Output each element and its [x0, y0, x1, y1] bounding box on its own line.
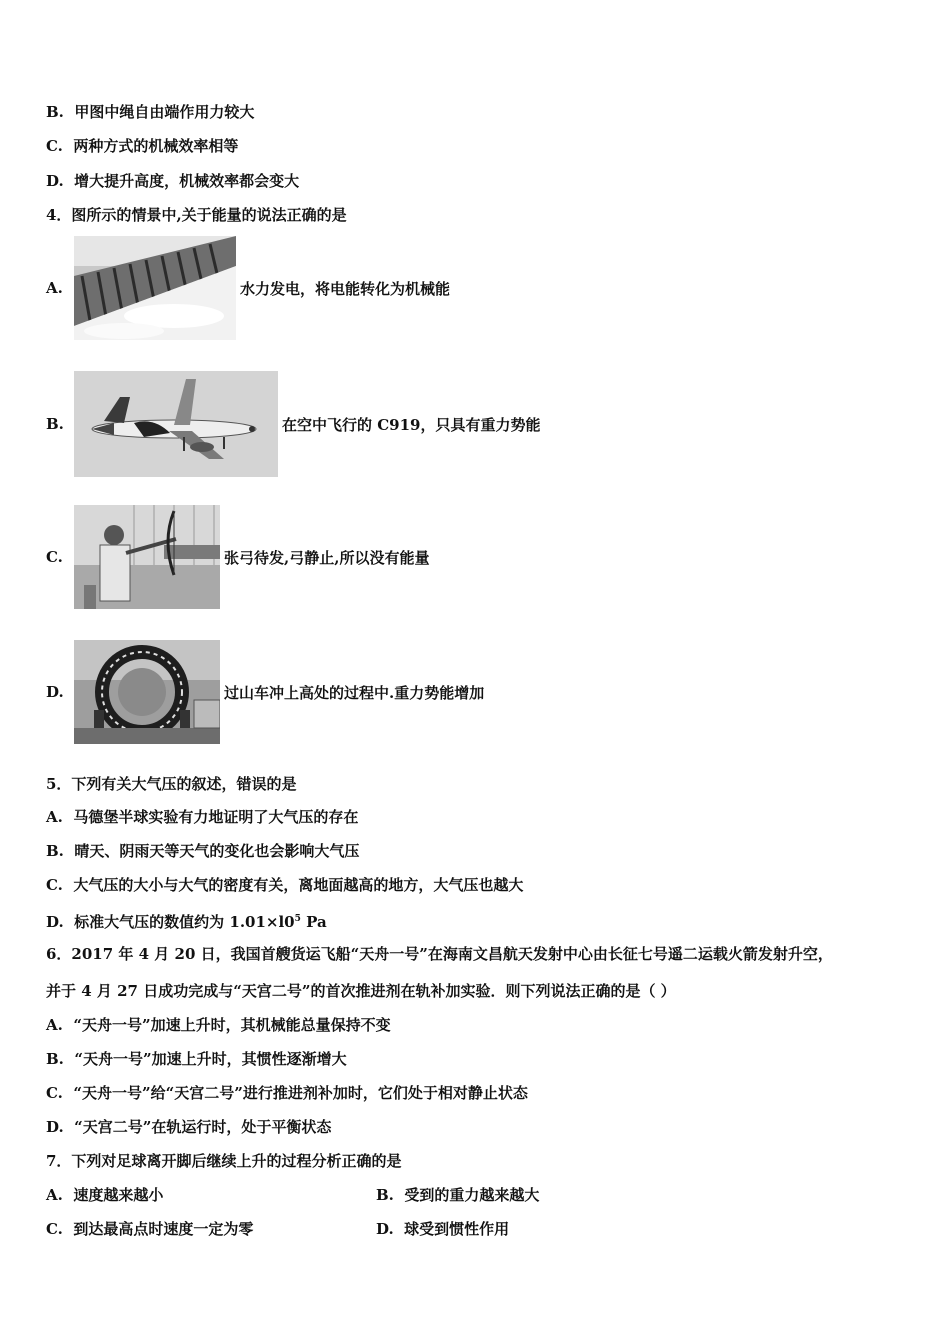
q3-option-c: C. 两种方式的机械效率相等: [46, 137, 239, 155]
q5-option-d: D. 标准大气压的数值约为 $1.01\times l0^5$ Pa: [46, 913, 327, 931]
q4-option-b: B. 在空中飞行的 C919，只具有重力势能: [46, 371, 540, 477]
q6-stem-line1: 6．2017 年 4 月 20 日，我国首艘货运飞船“天舟一号”在海南文昌航天发射中心由长征七号遥二运载火箭发射升空，: [46, 945, 833, 963]
q5-stem: 5．下列有关大气压的叙述，错误的是: [46, 775, 297, 793]
q5-option-c: C. 大气压的大小与大气的密度有关，离地面越高的地方，大气压也越大: [46, 876, 524, 894]
q3-option-d: D. 增大提升高度，机械效率都会变大: [46, 172, 300, 190]
q5-option-b: B. 晴天、阴雨天等天气的变化也会影响大气压: [46, 842, 360, 860]
roller-coaster-photo: [74, 640, 220, 744]
q4-option-c: C. 张弓待发,弓静止,所以没有能量: [46, 505, 429, 609]
q6-option-b: B. “天舟一号”加速上升时，其惯性逐渐增大: [46, 1050, 347, 1068]
airplane-photo: [74, 371, 278, 477]
q7-stem: 7．下列对足球离开脚后继续上升的过程分析正确的是: [46, 1152, 402, 1170]
q6-option-c: C. “天舟一号”给“天宫二号”进行推进剂补加时，它们处于相对静止状态: [46, 1084, 528, 1102]
q5-option-a: A. 马德堡半球实验有力地证明了大气压的存在: [46, 808, 359, 826]
q7-option-d: D. 球受到惯性作用: [376, 1220, 510, 1238]
q7-option-b: B. 受到的重力越来越大: [376, 1186, 540, 1204]
q7-option-a: A. 速度越来越小: [46, 1186, 164, 1204]
dam-spillway-photo: [74, 236, 236, 340]
q4-option-d: D. 过山车冲上高处的过程中.重力势能增加: [46, 640, 484, 744]
q4-option-a: A. 水力发电，将电能转化为机械能: [46, 236, 450, 340]
q7-option-c: C. 到达最高点时速度一定为零: [46, 1220, 254, 1238]
q3-option-b: B. 甲图中绳自由端作用力较大: [46, 103, 255, 121]
q6-option-a: A. “天舟一号”加速上升时，其机械能总量保持不变: [46, 1016, 391, 1034]
q6-option-d: D. “天宫二号”在轨运行时，处于平衡状态: [46, 1118, 332, 1136]
q6-stem-line2: 并于 4 月 27 日成功完成与“天宫二号”的首次推进剂在轨补加实验．则下列说法正确的是（ ）: [46, 982, 676, 1000]
q4-stem: 4．图所示的情景中,关于能量的说法正确的是: [46, 206, 347, 224]
archer-photo: [74, 505, 220, 609]
